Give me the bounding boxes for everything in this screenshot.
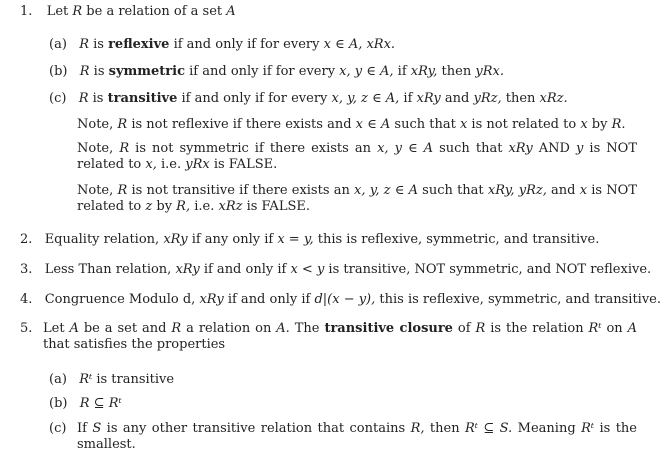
- math: R: [79, 64, 90, 79]
- item-2: [20, 232, 599, 248]
- math: x, y, z ∈ A,: [331, 91, 400, 106]
- text: by: [587, 117, 612, 132]
- math: x: [579, 183, 588, 198]
- item-number: 5.: [20, 321, 33, 336]
- text: then: [437, 64, 476, 79]
- text: such that: [433, 141, 509, 156]
- item-number: 1.: [20, 4, 33, 19]
- item-number: 4.: [20, 292, 33, 307]
- text: is not related to: [467, 117, 581, 132]
- math: Rᵗ: [588, 321, 602, 336]
- math: y: [576, 141, 584, 156]
- math: R,: [410, 421, 425, 436]
- text: if and only if for every: [177, 91, 332, 106]
- text: be a relation of a set: [82, 4, 227, 19]
- text: i.e.: [190, 199, 219, 214]
- note-not-symmetric: [77, 141, 637, 173]
- math: xRy,: [410, 64, 438, 79]
- math: x, y ∈ A,: [339, 64, 394, 79]
- text: such that: [390, 117, 460, 132]
- math: R: [117, 183, 128, 198]
- text: is NOT related to: [77, 141, 638, 172]
- math: R: [171, 321, 182, 336]
- text: is not symmetric if there exists an: [129, 141, 378, 156]
- text: Let: [43, 321, 70, 336]
- sub-label: (b): [49, 396, 68, 411]
- text: then: [424, 421, 465, 436]
- text: if and only if: [199, 262, 291, 277]
- math: xRy: [508, 141, 533, 156]
- math: A.: [276, 321, 290, 336]
- text: Less Than relation,: [44, 262, 176, 277]
- sub-label: (c): [49, 421, 67, 436]
- text: if any only if: [187, 232, 278, 247]
- text: if and only if for every: [185, 64, 340, 79]
- text: AND: [532, 141, 577, 156]
- math: yRx.: [475, 64, 504, 79]
- text: is not reflexive if there exists and: [127, 117, 356, 132]
- math: R: [117, 117, 128, 132]
- math: R,: [176, 199, 191, 214]
- item-number: 2.: [20, 232, 33, 247]
- math: A: [226, 4, 236, 19]
- math: x ∈ A: [355, 117, 391, 132]
- item-4: [20, 292, 661, 308]
- item-3: [20, 262, 651, 278]
- math: x, y ∈ A: [377, 141, 434, 156]
- item-5c-label: [49, 421, 66, 437]
- text: be a set and: [78, 321, 172, 336]
- sub-label: (a): [49, 37, 67, 52]
- text: is FALSE.: [242, 199, 310, 214]
- text: that satisfies the properties: [43, 337, 226, 352]
- text: Note,: [77, 141, 120, 156]
- math: d|(x − y),: [314, 292, 376, 307]
- math: Rᵗ: [581, 421, 595, 436]
- text: is any other transitive relation that contains: [101, 421, 411, 436]
- text: is not transitive if there exists an: [127, 183, 355, 198]
- item-5a: [49, 372, 174, 388]
- sub-label: (a): [49, 372, 67, 387]
- term: symmetric: [108, 64, 186, 79]
- text: and: [440, 91, 474, 106]
- text: Equality relation,: [44, 232, 164, 247]
- text: of: [452, 321, 476, 336]
- text: Note,: [77, 117, 118, 132]
- term: transitive closure: [324, 321, 453, 336]
- math: S: [92, 421, 102, 436]
- text: is FALSE.: [209, 157, 278, 172]
- text: on: [601, 321, 628, 336]
- text: Meaning: [512, 421, 582, 436]
- math: R: [78, 91, 89, 106]
- math: x: [580, 117, 588, 132]
- math: R: [72, 4, 83, 19]
- text: Congruence Modulo d,: [44, 292, 200, 307]
- math: xRy: [163, 232, 188, 247]
- item-5b: [49, 396, 122, 412]
- text: and: [546, 183, 580, 198]
- math: xRy, yRz,: [487, 183, 547, 198]
- math: x < y: [290, 262, 325, 277]
- text: is: [88, 91, 108, 106]
- text: if: [393, 64, 411, 79]
- math: R ⊆ Rᵗ: [79, 396, 122, 411]
- text: if and only if for every: [169, 37, 324, 52]
- sub-label: (c): [49, 91, 67, 106]
- math: xRy: [199, 292, 224, 307]
- math: R: [475, 321, 486, 336]
- math: z: [145, 199, 153, 214]
- math: R: [119, 141, 130, 156]
- text: by: [152, 199, 177, 214]
- note-not-reflexive: [77, 117, 626, 133]
- math: R: [79, 37, 89, 52]
- text: is the smallest.: [77, 421, 637, 452]
- math: xRz.: [539, 91, 568, 106]
- text: is transitive: [92, 372, 175, 387]
- text: such that: [417, 183, 488, 198]
- sub-label: (b): [49, 64, 68, 79]
- math: yRz,: [473, 91, 502, 106]
- text: Let: [46, 4, 73, 19]
- text: is: [88, 37, 109, 52]
- math: xRy: [416, 91, 441, 106]
- text: this is reflexive, symmetric, and transitive.: [375, 292, 662, 307]
- math: x: [459, 117, 468, 132]
- math: xRz: [218, 199, 243, 214]
- text: this is reflexive, symmetric, and transitive.: [313, 232, 600, 247]
- math: x ∈ A, xRx.: [323, 37, 396, 52]
- text: If: [77, 421, 93, 436]
- item-5-number: [20, 321, 32, 337]
- text: Note,: [77, 183, 118, 198]
- text: is the relation: [485, 321, 589, 336]
- text: i.e.: [156, 157, 186, 172]
- text: if: [399, 91, 417, 106]
- text: is: [89, 64, 109, 79]
- item-1c: [49, 91, 568, 107]
- term: reflexive: [108, 37, 170, 52]
- text: if and only if: [223, 292, 315, 307]
- math: Rᵗ: [79, 372, 93, 387]
- text: a relation on: [181, 321, 277, 336]
- math: xRy: [175, 262, 200, 277]
- item-number: 3.: [20, 262, 33, 277]
- text: The: [289, 321, 325, 336]
- text: then: [501, 91, 540, 106]
- term: transitive: [107, 91, 178, 106]
- item-5c: [77, 421, 637, 453]
- math: Rᵗ ⊆ S.: [464, 421, 513, 436]
- item-1a: [49, 37, 395, 53]
- math: A: [627, 321, 638, 336]
- math: R.: [611, 117, 626, 132]
- item-1: [20, 4, 236, 20]
- math: x, y, z ∈ A: [354, 183, 418, 198]
- math: x = y,: [277, 232, 314, 247]
- text: is NOT related to: [77, 183, 638, 214]
- note-not-transitive: [77, 183, 637, 215]
- math: x,: [145, 157, 157, 172]
- item-5: [43, 321, 637, 353]
- math: yRx: [185, 157, 210, 172]
- math: A: [69, 321, 79, 336]
- text: is transitive, NOT symmetric, and NOT reflexive.: [324, 262, 652, 277]
- item-1b: [49, 64, 504, 80]
